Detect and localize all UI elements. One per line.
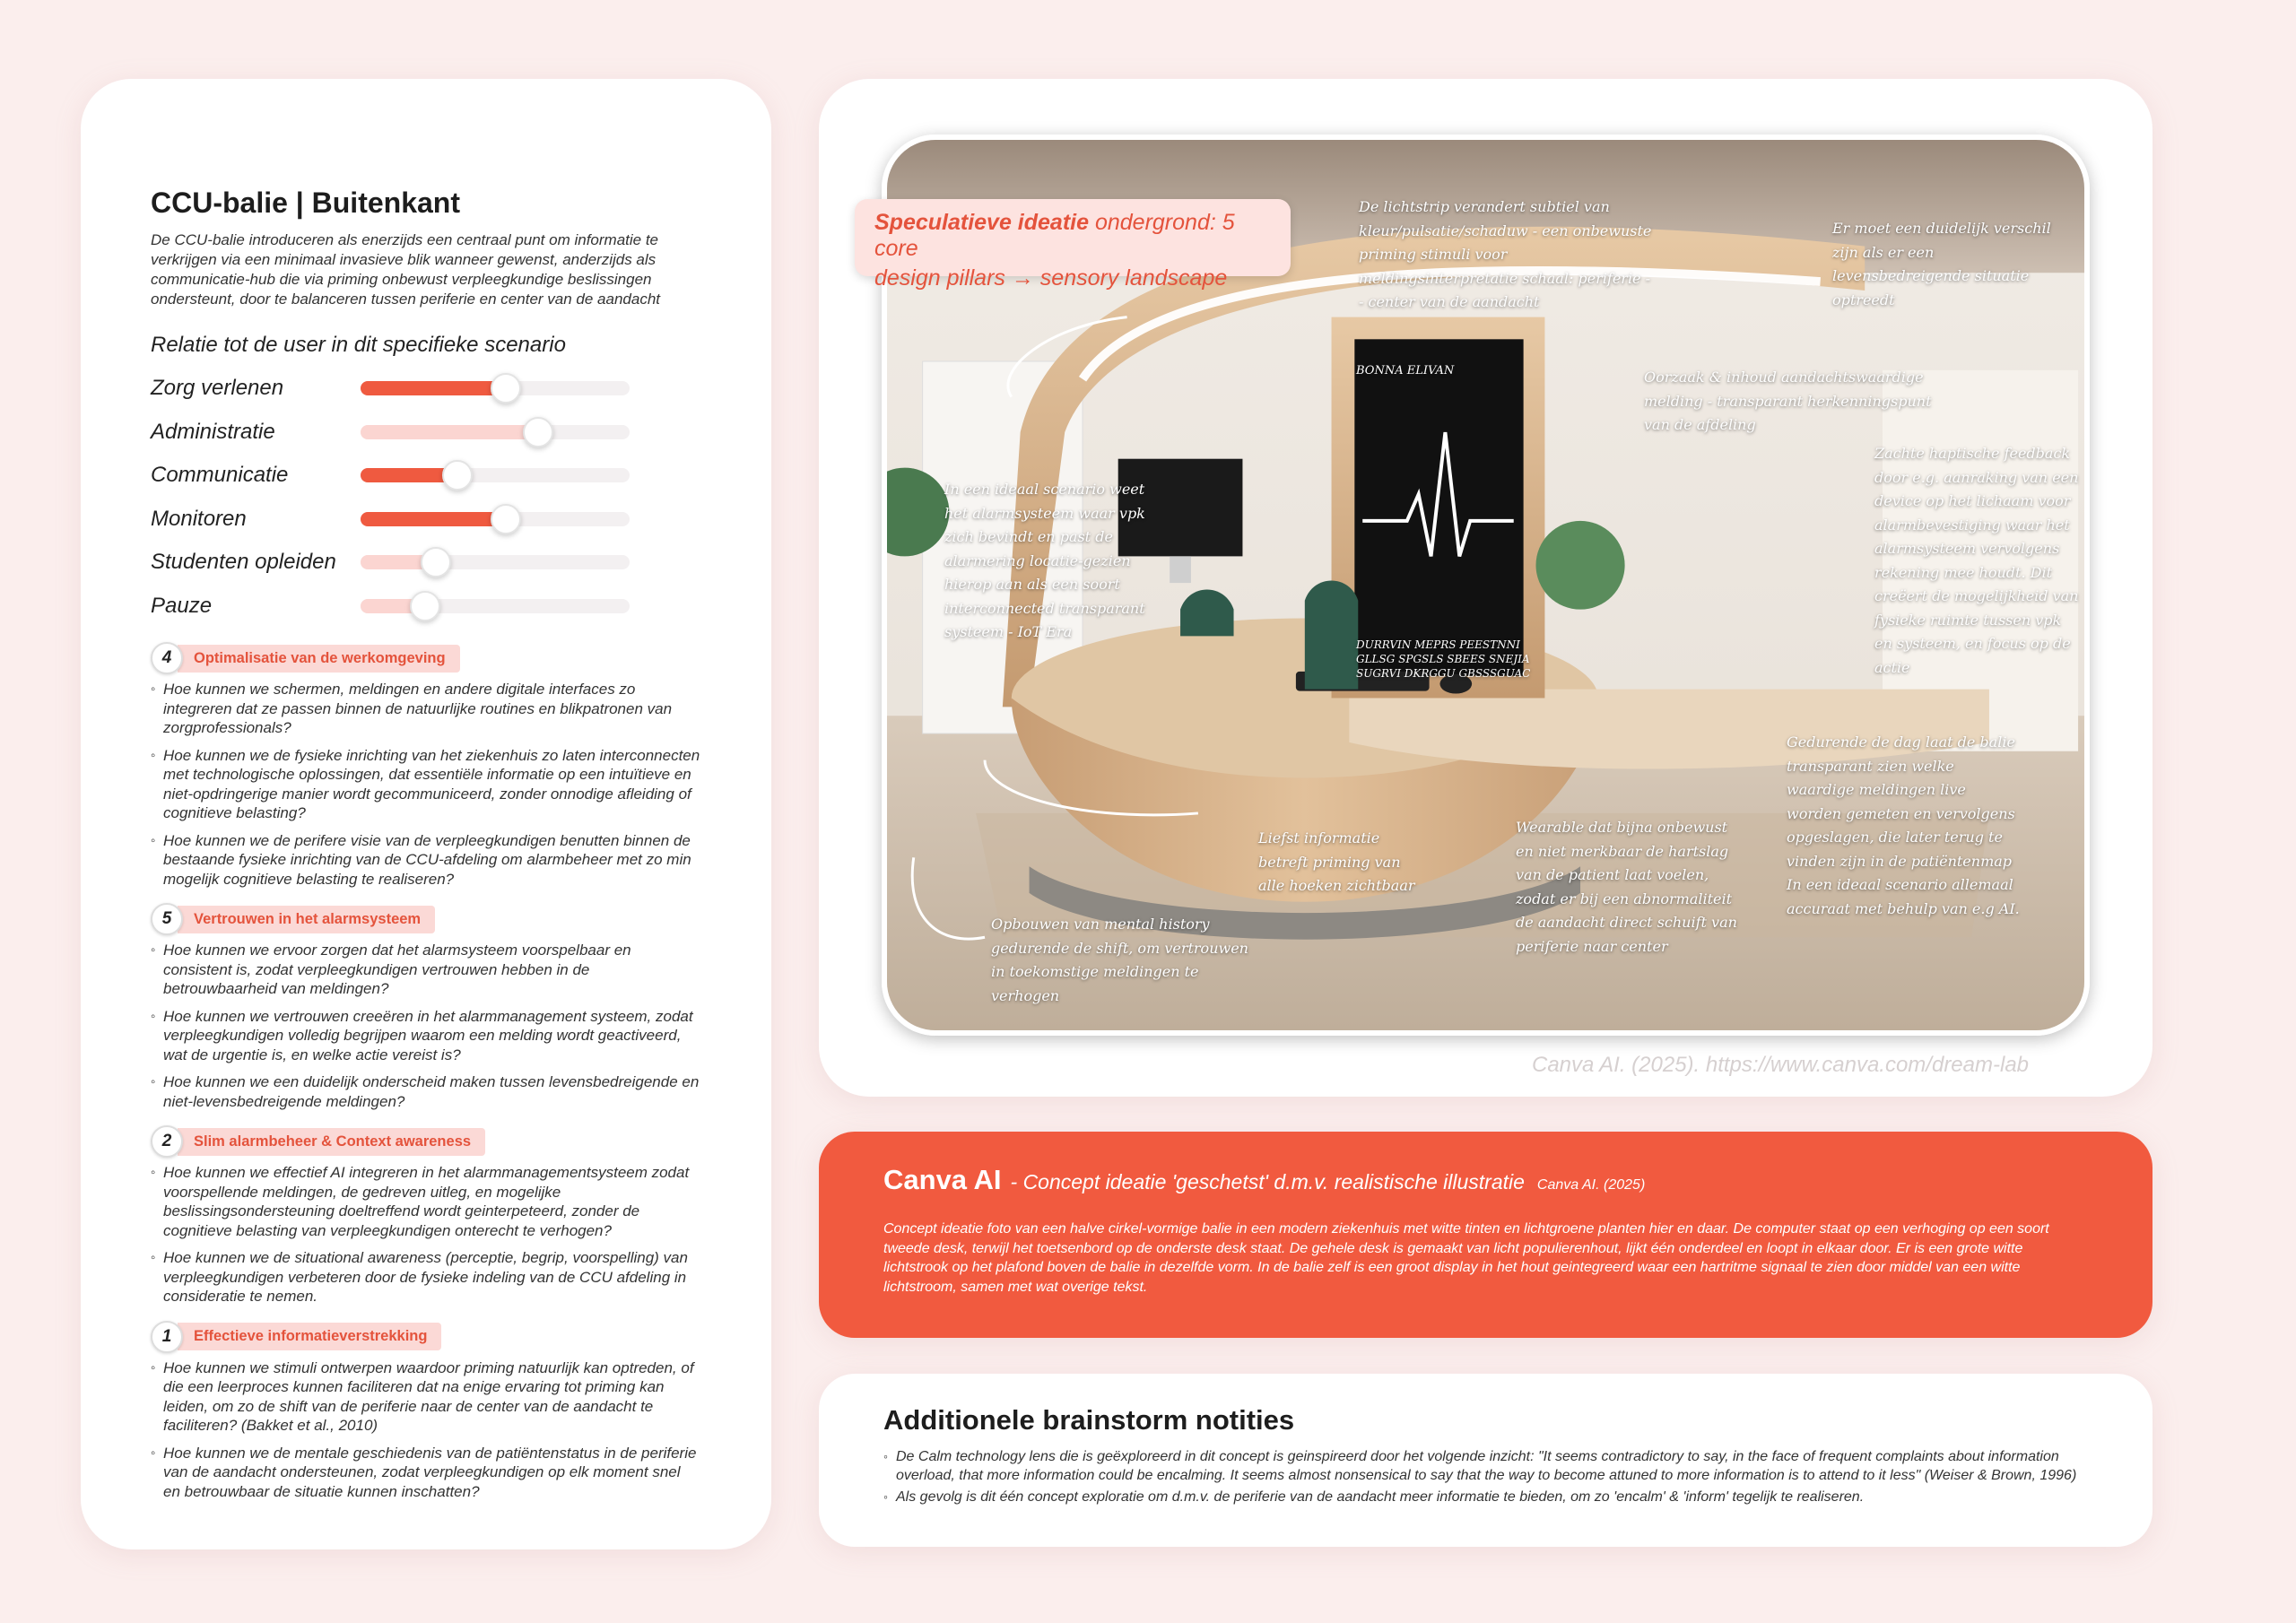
pillar-section (151, 642, 701, 889)
screen-footer-text: GLLSG SPGSLS SBEES SNEJIA (1356, 653, 1530, 665)
screen-header-text: BONNA ELIVAN (1356, 364, 1455, 378)
spec-rest: ondergrond: 5 core (874, 210, 1235, 261)
slider-track[interactable] (361, 555, 630, 569)
annotation-location-aware: In een ideaal scenario weet het alarmsysteem waar vpk zich bevindt en past de alarmering locatie-gezien hierop aan als een soort interconnected transparant systeem - IoT Era (944, 481, 1145, 640)
question-item: ◦ Hoe kunnen we de perifere visie van de verpleegkundigen benutten binnen de bestaande fysieke inrichting van de CCU-afdeling om alarmbeheer met zo min mogelijk cognitieve belasting te realiseren? (151, 831, 701, 890)
display-screen (1354, 339, 1523, 675)
annotation-priming-visible: Liefst informatie betreft priming van alle hoeken zichtbaar (1258, 829, 1415, 894)
question-item: ◦ Hoe kunnen we de situational awareness (perceptie, begrip, voorspelling) van verpleegkundigen verbeteren door de fysieke indeling van de CCU afdeling in consideratie te nemen. (151, 1248, 701, 1306)
slider-label: Pauze (151, 593, 213, 618)
scenario-card (81, 79, 771, 1549)
question-item: ◦ Hoe kunnen we vertrouwen creeëren in het alarmmanagement systeem, zodat verpleegkundigen volledig begrijpen waarom een melding wordt geactiveerd, wat de urgentie is, en welke actie vereist is? (151, 1007, 701, 1065)
pillar-section (151, 903, 701, 1111)
slider-knob[interactable] (421, 547, 451, 577)
annotation-wearable: Wearable dat bijna onbewust en niet merkbaar de hartslag van de patient laat voelen, zodat er bij een abnormaliteit de aandacht direct schuift van periferie naar center (1516, 819, 1737, 955)
pillar-tag: Effectieve informatieverstrekking (178, 1323, 441, 1350)
question-item: ◦ Hoe kunnen we stimuli ontwerpen waardoor priming natuurlijk kan optreden, of die een leerproces kunnen faciliteren dat na enige ervaring tot priming kan leiden, om zo de shift van de periferie naar de center van de aandacht te faciliteren? (Bakket et al., 2010) (151, 1358, 701, 1436)
intro-text: De CCU-balie introduceren als enerzijds een centraal punt om informatie te verkrijgen via een minimaal invasieve blik wanneer gewenst, anderzijds als communicatie-hub die via priming onbewust verpleegkundige beslissingen ondersteunt, door te balanceren tussen periferie en center van de aandacht (151, 231, 660, 308)
note-item: ◦ De Calm technology lens die is geëxploreerd in dit concept is geinspireerd door het volgende inzicht: "It seems contradictory to say, in the face of frequent complaints about information overload, that more information could be encalming. It seems almost nonsensical to say that the way to become attuned to more information is to attend to it less" (Weiser & Brown, 1996) (883, 1447, 2088, 1485)
note-item: ◦ Als gevolg is dit één concept exploratie om d.m.v. de periferie van de aandacht meer informatie te bieden, om zo 'encalm' & 'inform' tegelijk te realiseren. (883, 1488, 2088, 1506)
slider-row (151, 541, 701, 585)
slider-knob[interactable] (410, 591, 440, 621)
slider-row (151, 411, 701, 455)
question-list (151, 941, 701, 1111)
question-item: ◦ Hoe kunnen we ervoor zorgen dat het alarmsysteem voorspelbaar en consistent is, zodat verpleegkundigen vertrouwen hebben in de betrouwbaarheid van meldingen? (151, 941, 701, 999)
question-item: ◦ Hoe kunnen we de fysieke inrichting van het ziekenhuis zo laten interconnecten met technologische oplossingen, dat essentiële informatie op een intuïtieve en niet-opdringerige manier wordt gecommuniceerd, zonder onnodige afleiding of cognitieve belasting? (151, 746, 701, 823)
spec-line2: design pillars → sensory landscape (874, 265, 1228, 291)
slider-row (151, 367, 701, 411)
slider-fill (361, 425, 538, 439)
annotation-haptic: Zachte haptische feedback door e.g. aanraking van een device op het lichaam voor alarmbevestiging waar het alarmsysteem vervolgens rekening mee houdt. Dit creëert de mogelijkheid van fysieke ruimte tussen vpk en systeem, en focus op de actie (1874, 445, 2079, 676)
pillar-tag: Vertrouwen in het alarmsysteem (178, 906, 435, 933)
relation-heading: Relatie tot de user in dit specifieke scenario (151, 333, 566, 357)
question-list (151, 1163, 701, 1306)
slider-knob[interactable] (442, 460, 473, 490)
annotation-live-transparency: Gedurende de dag laat de balie transparant zien welke waardige meldingen live worden gemeten en vervolgens opgeslagen, die later terug te vinden zijn in de patiëntenmap In een ideaal scenario allemaal accuraat met behulp van e.g AI. (1787, 733, 2020, 917)
canva-description: Concept ideatie foto van een halve cirkel-vormige balie in een modern ziekenhuis met witte tinten en lichtgroene planten hier en daar. De computer staat op een verhoging op een soort tweede desk, terwijl het toetsenbord op de onderste desk staat. De gehele desk is gemaakt van licht populierenhout, lijkt één onderdeel en loopt in elkaar door. Er is een grote witte lichtstrook op het plafond boven de balie in dezelfde vorm. In de balie zelf is een groot display in het hout geintegreerd waar een hartritme signaal te zien door middel van een witte lichtstroom, samen met wat overige tekst. (883, 1221, 2049, 1295)
plant (1535, 521, 1624, 610)
canva-citation: Canva AI. (2025) (1536, 1177, 1646, 1193)
pillar-tag: Slim alarmbeheer & Context awareness (178, 1128, 485, 1156)
slider-track[interactable] (361, 381, 630, 395)
question-list (151, 680, 701, 889)
pillar-section (151, 1125, 701, 1306)
slider-label: Studenten opleiden (151, 550, 336, 575)
slider-row (151, 585, 701, 629)
slider-label: Communicatie (151, 463, 289, 488)
slider-track[interactable] (361, 599, 630, 613)
slider-label: Administratie (151, 419, 275, 444)
screen-footer-text: SUGRVI DKRGGU GBSSSGUAC (1356, 667, 1531, 680)
question-item: ◦ Hoe kunnen we een duidelijk onderscheid maken tussen levensbedreigende en niet-levensbedreigende meldingen? (151, 1072, 701, 1111)
screen-footer-text: DURRVIN MEPRS PEESTNNI (1356, 638, 1520, 651)
spec-bold: Speculatieve ideatie (874, 210, 1090, 235)
pillar-section (151, 1321, 701, 1502)
question-list (151, 1358, 701, 1502)
annotation-light-strip: De lichtstrip verandert subtiel van kleur/pulsatie/schaduw - een onbewuste priming stimuli voor meldingsinterpretatie schaal: periferie -- center van de aandacht (1359, 198, 1652, 310)
slider-row (151, 454, 701, 498)
slider-track[interactable] (361, 468, 630, 482)
image-credit: Canva AI. (2025). https://www.canva.com/dream-lab (1532, 1053, 2030, 1077)
pillar-number: 5 (151, 903, 183, 935)
pillar-number: 1 (151, 1321, 183, 1353)
annotation-life-threatening: Er moet een duidelijk verschil zijn als er een levensbedreigende situatie optreedt (1832, 220, 2051, 308)
slider-label: Zorg verlenen (151, 376, 284, 401)
slider-fill (361, 381, 506, 395)
chair (1305, 581, 1358, 690)
notes-list (883, 1447, 2088, 1506)
monitor-stand (1170, 556, 1191, 583)
slider-knob[interactable] (491, 373, 521, 404)
canva-ai-card (819, 1132, 2152, 1338)
slider-row (151, 498, 701, 542)
slider-knob[interactable] (523, 417, 553, 447)
slider-list (151, 367, 701, 628)
canva-subtitle: - Concept ideatie 'geschetst' d.m.v. realistische illustratie (1010, 1170, 1525, 1193)
pillar-number: 4 (151, 642, 183, 674)
annotation-cause-content: Oorzaak & inhoud aandachtswaardige melding - transparant herkenningspunt van de afdeling (1644, 369, 1932, 433)
slider-label: Monitoren (151, 506, 247, 531)
slider-knob[interactable] (491, 504, 521, 534)
question-item: ◦ Hoe kunnen we de mentale geschiedenis van de patiëntenstatus in de periferie van de aandacht ondersteunen, zodat verpleegkundigen op elk moment snel en betrouwbaar de situatie kunnen inschatten? (151, 1444, 701, 1502)
slider-fill (361, 512, 506, 526)
slider-track[interactable] (361, 512, 630, 526)
page-title: CCU-balie | Buitenkant (151, 187, 460, 219)
speculative-ideation-label (855, 199, 1291, 291)
notes-title: Additionele brainstorm notities (883, 1404, 1295, 1436)
pillar-number: 2 (151, 1125, 183, 1158)
slider-track[interactable] (361, 425, 630, 439)
annotation-mental-history: Opbouwen van mental history gedurende de shift, om vertrouwen in toekomstige meldingen te verhogen (991, 916, 1248, 1004)
pillar-tag: Optimalisatie van de werkomgeving (178, 645, 460, 673)
question-item: ◦ Hoe kunnen we schermen, meldingen en andere digitale interfaces zo integreren dat ze passen binnen de natuurlijke routines en blikpatronen van zorgprofessionals? (151, 680, 701, 738)
question-item: ◦ Hoe kunnen we effectief AI integreren in het alarmmanagementsysteem zodat voorspellende meldingen, de gedreven uitleg, en mogelijke beslissingsondersteuning doeltreffend wordt geinterpeteerd, zonder de cognitieve belasting van verpleegkundigen onterecht te verhogen? (151, 1163, 701, 1240)
canva-title: Canva AI (883, 1164, 1002, 1195)
brainstorm-notes-card (819, 1374, 2152, 1547)
